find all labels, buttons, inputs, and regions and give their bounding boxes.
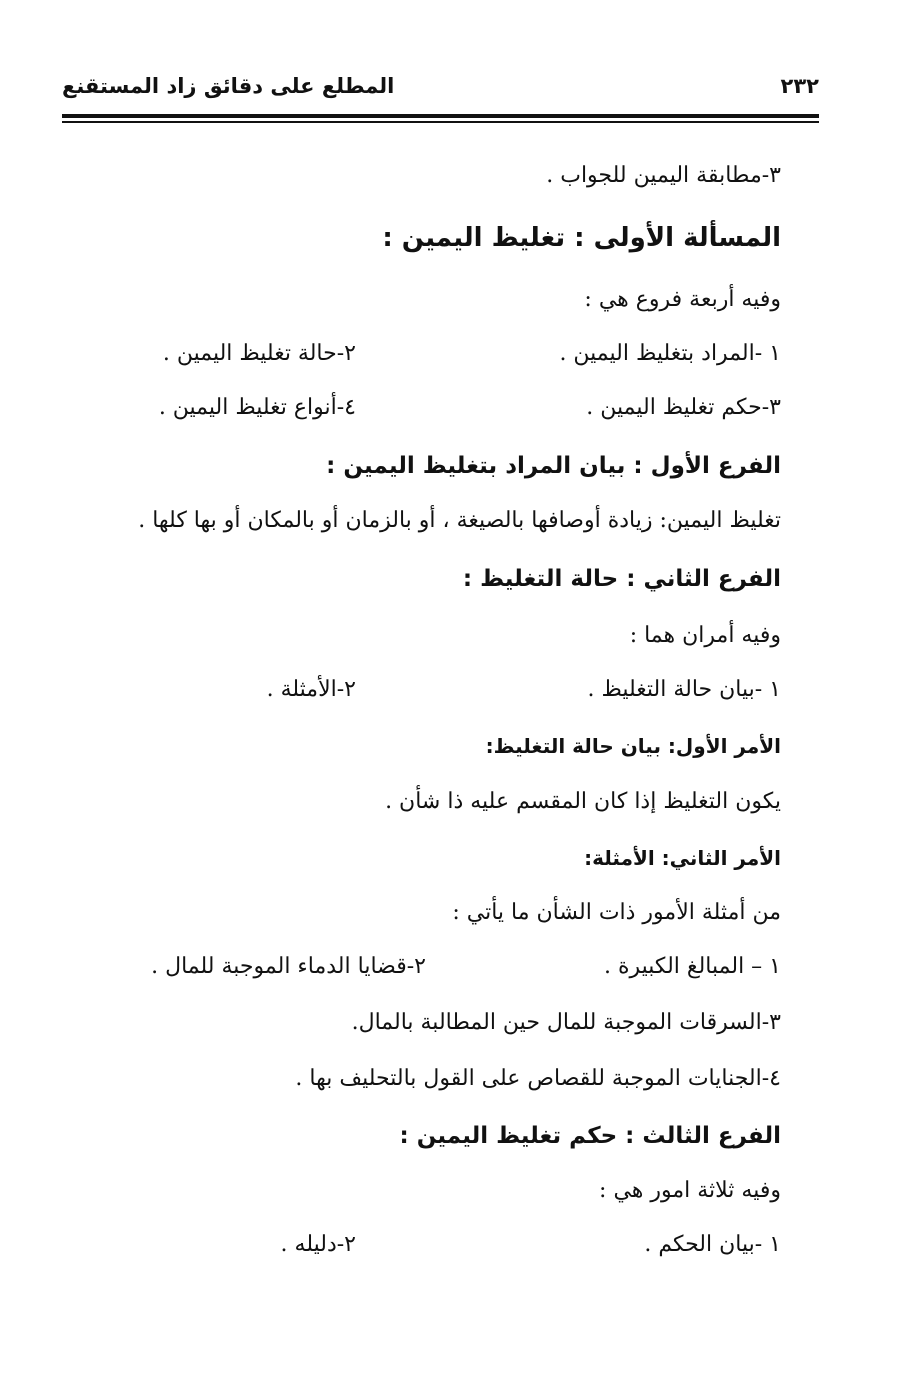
subsection-heading: الفرع الأول : بيان المراد بتغليظ اليمين :	[326, 453, 781, 479]
paragraph-line: وفيه ثلاثة امور هي :	[599, 1178, 781, 1203]
list-item: ٢-حالة تغليظ اليمين .	[162, 341, 356, 366]
list-item: ١ – المبالغ الكبيرة .	[604, 954, 781, 979]
list-item: ٢-الأمثلة .	[266, 677, 356, 702]
minor-heading: الأمر الثاني: الأمثلة:	[584, 846, 781, 870]
subsection-heading: الفرع الثالث : حكم تغليظ اليمين :	[399, 1123, 781, 1149]
paragraph-line: ٤-الجنايات الموجبة للقصاص على القول بالتحليف بها .	[295, 1066, 781, 1091]
header-rule-thin	[62, 121, 819, 123]
section-heading: المسألة الأولى : تغليظ اليمين :	[382, 223, 781, 253]
list-item: ٣-حكم تغليظ اليمين .	[586, 395, 781, 420]
minor-heading: الأمر الأول: بيان حالة التغليظ:	[485, 734, 781, 758]
page-number: ٢٣٢	[780, 74, 819, 98]
paragraph-line: ٣-السرقات الموجبة للمال حين المطالبة بالمال.	[351, 1010, 781, 1035]
paragraph-line: ٣-مطابقة اليمين للجواب .	[546, 163, 781, 188]
header-rule-thick	[62, 114, 819, 118]
list-item: ٢-قضايا الدماء الموجبة للمال .	[151, 954, 426, 979]
page-header	[62, 70, 819, 106]
list-item: ٤-أنواع تغليظ اليمين .	[158, 395, 356, 420]
paragraph-line: وفيه أربعة فروع هي :	[584, 287, 781, 312]
paragraph-line: تغليظ اليمين: زيادة أوصافها بالصيغة ، أو بالزمان أو بالمكان أو بها كلها .	[138, 508, 781, 533]
list-item: ١ -المراد بتغليظ اليمين .	[559, 341, 781, 366]
paragraph-line: يكون التغليظ إذا كان المقسم عليه ذا شأن .	[385, 789, 781, 814]
list-item: ١ -بيان الحكم .	[644, 1232, 781, 1257]
subsection-heading: الفرع الثاني : حالة التغليظ :	[462, 566, 781, 592]
paragraph-line: وفيه أمران هما :	[629, 623, 781, 648]
list-item: ٢-دليله .	[280, 1232, 356, 1257]
list-item: ١ -بيان حالة التغليظ .	[587, 677, 781, 702]
paragraph-line: من أمثلة الأمور ذات الشأن ما يأتي :	[452, 900, 781, 925]
book-title: المطلع على دقائق زاد المستقنع	[62, 74, 395, 98]
